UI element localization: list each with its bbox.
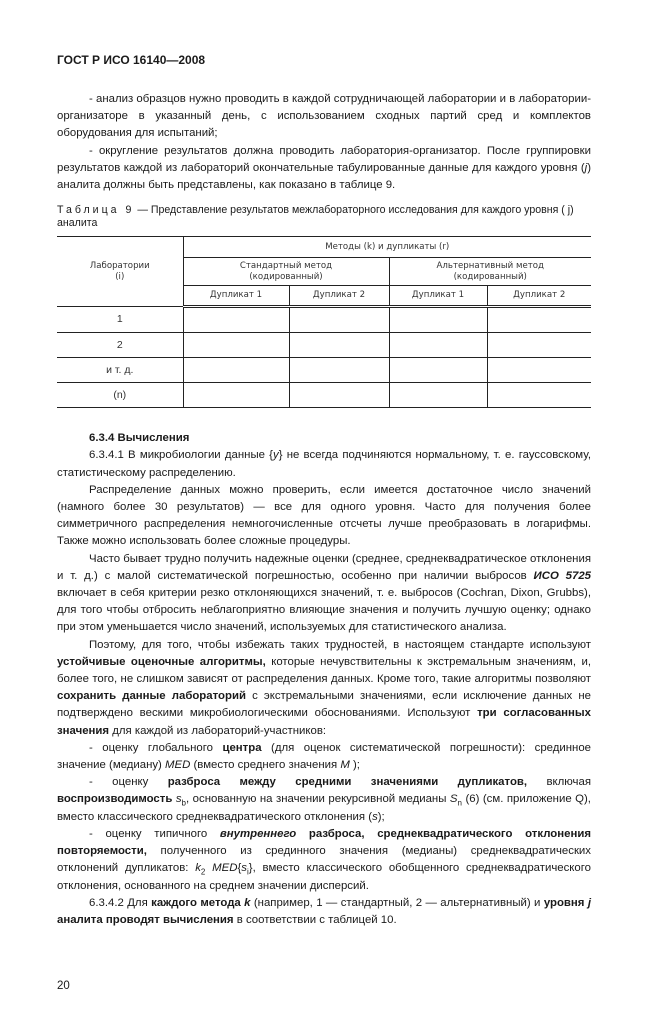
cell xyxy=(487,358,591,383)
cell xyxy=(487,307,591,333)
text-run: сохранить данные лабораторий xyxy=(57,690,246,703)
cell xyxy=(487,333,591,358)
text-run: b xyxy=(181,798,186,808)
text-run: (6) (см. приложение Q), вместо классического среднеквадратического отклонения ( xyxy=(57,793,591,823)
text-run: i xyxy=(247,867,249,877)
text-run: внутреннего xyxy=(219,827,297,840)
text-run: - округление результатов должна проводить лаборатория-организатор. После группировки результатов каждой из лабораторий окончательные табулированные данные для каждого уровня ( xyxy=(57,144,591,174)
text-run: s xyxy=(175,793,182,806)
text-run: j xyxy=(587,896,591,909)
page-number: 20 xyxy=(57,980,70,993)
cell xyxy=(183,383,289,408)
text-run: - оценку xyxy=(89,776,168,789)
cell xyxy=(487,383,591,408)
text-run: s xyxy=(372,810,378,823)
text-run: 6.3.4.1 В микробиологии данные { xyxy=(89,449,273,462)
methods-header: Методы (k) и дупликаты (r) xyxy=(183,237,591,258)
section-body xyxy=(57,430,591,929)
paragraph xyxy=(57,774,591,826)
text-run: для каждой из лабораторий-участников: xyxy=(109,724,327,737)
text-run: включает в себя критерии резко отклоняющихся значений, т. е. выбросов (Cochran, Dixon, Grubbs), для того чтобы отбросить неблагоприятно влияющие значения и получить лучшую оценку; однако при этом уменьшается число значений, используемых для статистического анализа. xyxy=(57,587,591,634)
dup1-header: Дупликат 1 xyxy=(183,286,289,307)
text-run: (для оценок систематической погрешности): срединное значение (медиану) xyxy=(57,741,591,772)
text-run: - оценку глобального xyxy=(89,741,223,754)
text-run: Часто бывает трудно получить надежные оценки (среднее, среднеквадратическое отклонения и т. д.) с малой систематической погрешностью, особенно при наличии выбросов xyxy=(57,552,591,582)
text-run: центра xyxy=(222,741,262,754)
coded-label: (кодированный) xyxy=(249,271,323,282)
text-run: полученного из срединного значения (медианы) среднеквадратических отклонений дупликатов: xyxy=(57,845,591,875)
text-run: устойчивые оценочные алгоритмы, xyxy=(57,655,266,668)
text-run: } не всегда подчиняются нормальному, т. е. гауссовскому, статистическому распределению. xyxy=(57,449,591,479)
lab-header-cell xyxy=(57,237,183,307)
cell xyxy=(389,307,487,333)
text-run: MED xyxy=(212,862,238,875)
lab-cell: и т. д. xyxy=(57,358,183,383)
table-caption xyxy=(57,204,591,230)
text-run: уровня xyxy=(543,896,588,909)
cell xyxy=(289,383,389,408)
text-run: }, вместо классического обобщенного среднеквадратического отклонения, основанного на среднем значении дисперсий. xyxy=(57,862,591,892)
text-run: Распределение данных можно проверить, если имеется достаточное число значений (намного более 30 результатов) — все для одного уровня. Часто для получения более симметричного распределения немногочисленные отсчеты лучше преобразовать в логарифмы. Также можно использовать более сложные процедуры. xyxy=(57,483,591,548)
text-run: S xyxy=(449,793,458,806)
cell xyxy=(289,333,389,358)
intro-text xyxy=(57,91,591,194)
dup2-header: Дупликат 2 xyxy=(487,286,591,307)
text-run: { xyxy=(237,862,242,875)
text-run: включая xyxy=(527,776,591,789)
text-run: - анализ образцов нужно проводить в каждой сотрудничающей лаборатории и в лаборатории-организаторе в указанный день, с использованием сходных партий сред и комплектов оборудования для испытаний; xyxy=(57,93,591,140)
text-run: n xyxy=(457,798,462,808)
table-row xyxy=(57,383,591,408)
document-header: ГОСТ Р ИСО 16140—2008 xyxy=(57,53,206,67)
text-run: j xyxy=(584,161,588,174)
cell xyxy=(289,307,389,333)
cell xyxy=(389,383,487,408)
text-run: каждого метода xyxy=(151,896,245,909)
paragraph xyxy=(57,143,591,195)
lab-index: (i) xyxy=(115,271,125,282)
dup2-header: Дупликат 2 xyxy=(289,286,389,307)
text-run: Поэтому, для того, чтобы избежать таких трудностей, в настоящем стандарте используют xyxy=(89,638,591,651)
table-row xyxy=(57,358,591,383)
text-run: в соответствии с таблицей 10. xyxy=(233,913,397,926)
section-heading xyxy=(57,430,591,447)
text-run: ); xyxy=(349,759,360,772)
paragraph xyxy=(57,637,591,740)
paragraph xyxy=(57,740,591,774)
text-run: разброса, среднеквадратического отклонения повторяемости, xyxy=(57,827,591,858)
text-run: k xyxy=(244,896,251,909)
cell xyxy=(183,358,289,383)
text-run: - оценку типичного xyxy=(89,827,220,840)
alternative-method-label: Альтернативный метод xyxy=(436,260,544,271)
text-run: ) аналита должны быть представлены, как показано в таблице 9. xyxy=(57,161,591,192)
lab-header: Лаборатории xyxy=(89,260,150,271)
table-row xyxy=(57,333,591,358)
paragraph xyxy=(57,826,591,895)
text-run: 6.3.4 Вычисления xyxy=(89,432,190,445)
standard-method-header xyxy=(183,258,389,286)
results-table xyxy=(57,236,591,408)
table-row xyxy=(57,307,591,333)
text-run: три согласованных значения xyxy=(57,707,591,737)
paragraph xyxy=(57,895,591,929)
text-run: 2 xyxy=(200,867,206,877)
cell xyxy=(289,358,389,383)
text-run: 6.3.4.2 Для xyxy=(89,896,152,909)
standard-method-label: Стандартный метод xyxy=(239,260,333,271)
text-run: k xyxy=(195,862,201,875)
text-run: ИСО 5725 xyxy=(533,569,591,582)
text-run: воспроизводимость xyxy=(57,793,176,806)
text-run: s xyxy=(241,862,247,875)
lab-cell: 2 xyxy=(57,333,183,358)
text-run: (вместо среднего значения xyxy=(190,759,341,772)
cell xyxy=(389,333,487,358)
cell xyxy=(183,307,289,333)
text-run: , основанную на значении рекурсивной медианы xyxy=(186,793,450,806)
text-run: y xyxy=(272,449,279,462)
text-run: ); xyxy=(377,810,385,823)
paragraph xyxy=(57,91,591,143)
text-run: разброса между средними значениями дупликатов, xyxy=(167,776,528,789)
lab-cell: (n) xyxy=(57,383,183,408)
text-run: MED xyxy=(165,759,191,772)
table-caption-text: — Представление результатов межлабораторного исследования для каждого уровня ( j) аналита xyxy=(57,204,574,230)
table-caption-label: Таблица 9 xyxy=(57,204,135,217)
text-run: M xyxy=(340,759,350,772)
paragraph xyxy=(57,551,591,637)
lab-cell: 1 xyxy=(57,307,183,333)
paragraph xyxy=(57,447,591,481)
paragraph xyxy=(57,482,591,551)
alternative-method-header xyxy=(389,258,591,286)
text-run: с экстремальными значениями, если исключение данных не подтверждено вескими микробиологическими обоснованиями. Используют xyxy=(57,690,591,720)
dup1-header: Дупликат 1 xyxy=(389,286,487,307)
text-run: которые нечувствительны к экстремальным значениям, и, более того, не слишком зависят от распределения данных. Кроме того, такие алгоритмы позволяют xyxy=(57,655,591,686)
cell xyxy=(389,358,487,383)
coded-label: (кодированный) xyxy=(453,271,527,282)
cell xyxy=(183,333,289,358)
text-run: (например, 1 — стандартный, 2 — альтернативный) и xyxy=(250,896,544,909)
text-run: аналита проводят вычисления xyxy=(57,913,234,926)
